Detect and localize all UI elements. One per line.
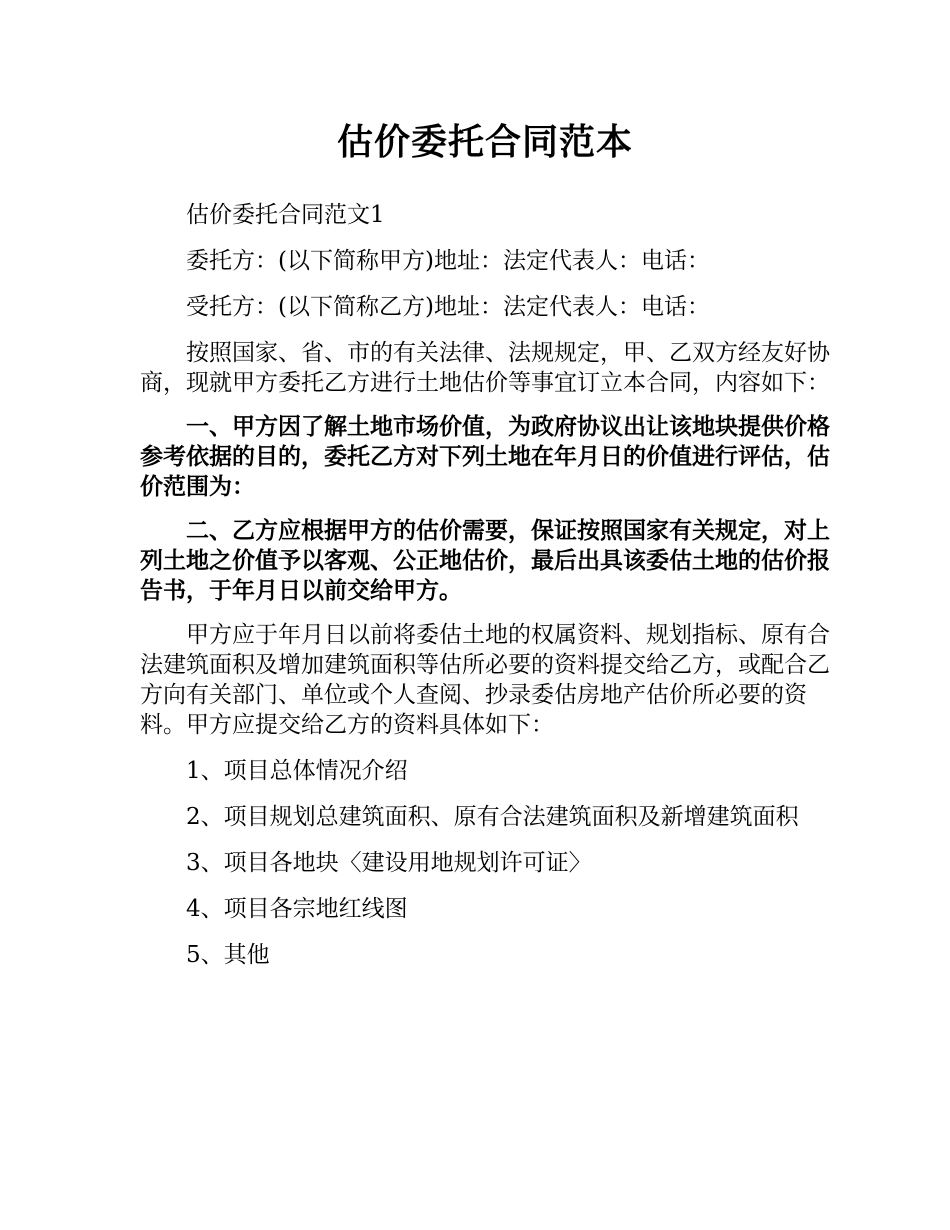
paragraph-client: 委托方：(以下简称甲方)地址：法定代表人：电话：: [186, 248, 710, 274]
paragraph-heading: 估价委托合同范文1: [186, 202, 385, 228]
list-item-1: 1、项目总体情况介绍: [186, 758, 408, 784]
list-item-2: 2、项目规划总建筑面积、原有合法建筑面积及新增建筑面积: [186, 804, 799, 830]
list-item-5: 5、其他: [186, 942, 270, 968]
list-item-3: 3、项目各地块〈建设用地规划许可证〉: [186, 850, 592, 876]
document-title: 估价委托合同范本: [336, 122, 633, 163]
paragraph-materials: 甲方应于年月日以前将委估土地的权属资料、规划指标、原有合法建筑面积及增加建筑面积等估所必要的资料提交给乙方，或配合乙方向有关部门、单位或个人查阅、抄录委估房地产估价所必要的资料。甲方应提交给乙方的资料具体如下：: [140, 622, 830, 738]
document-page: [140, 0, 830, 970]
paragraph-contractor: 受托方：(以下简称乙方)地址：法定代表人：电话：: [186, 294, 710, 320]
clause-one: 一、甲方因了解土地市场价值，为政府协议出让该地块提供价格参考依据的目的，委托乙方对下列土地在年月日的价值进行评估，估价范围为：: [140, 413, 830, 500]
clause-two: 二、乙方应根据甲方的估价需要，保证按照国家有关规定，对上列土地之价值予以客观、公正地估价，最后出具该委估土地的估价报告书，于年月日以前交给甲方。: [140, 517, 830, 604]
paragraph-preamble: 按照国家、省、市的有关法律、法规规定，甲、乙双方经友好协商，现就甲方委托乙方进行土地估价等事宜订立本合同，内容如下：: [140, 340, 830, 396]
list-item-4: 4、项目各宗地红线图: [186, 896, 408, 922]
